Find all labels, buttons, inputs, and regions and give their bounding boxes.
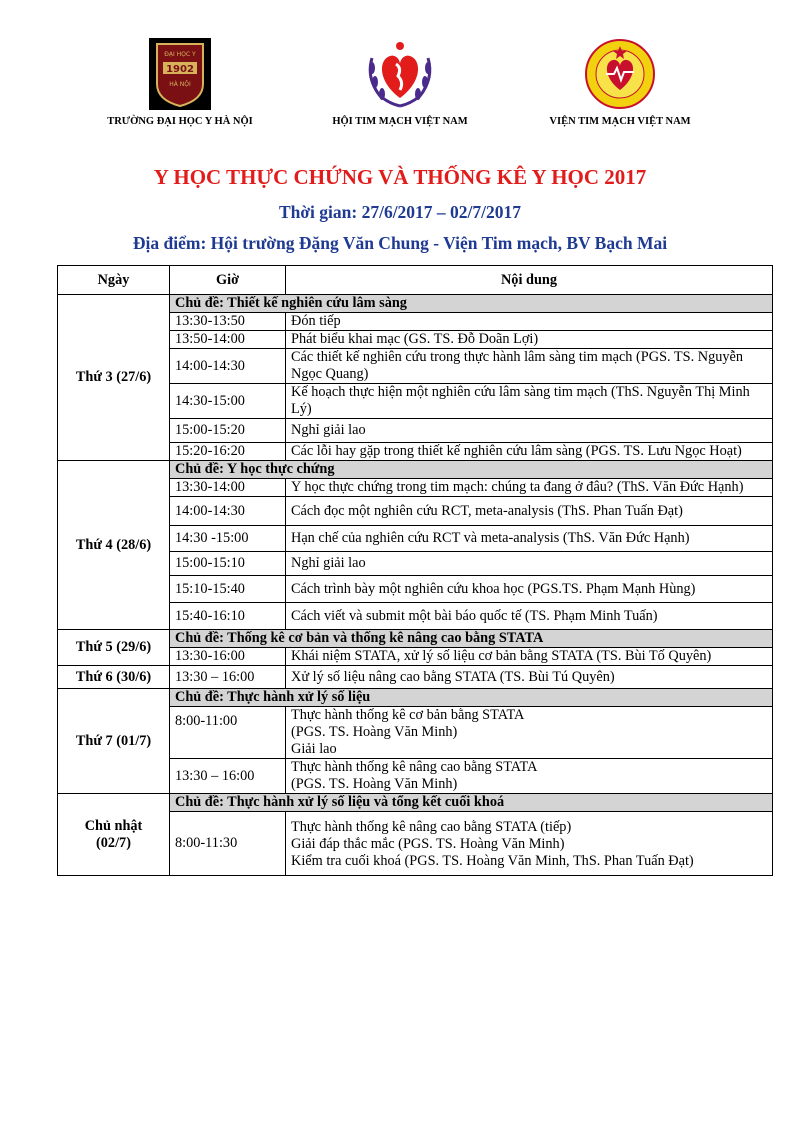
content-cell xyxy=(286,759,773,794)
day-cell: Thứ 5 (29/6) xyxy=(58,630,170,666)
time-cell: 13:30 – 16:00 xyxy=(170,666,286,689)
content-line: Giải đáp thắc mắc (PGS. TS. Hoàng Văn Minh) xyxy=(291,836,565,852)
time-cell: 13:30-16:00 xyxy=(170,648,286,666)
time-cell: 15:10-15:40 xyxy=(170,576,286,603)
table-row xyxy=(58,666,773,689)
page-title: Y HỌC THỰC CHỨNG VÀ THỐNG KÊ Y HỌC 2017 xyxy=(153,165,647,189)
day-cell: Thứ 7 (01/7) xyxy=(58,689,170,794)
topic-cell: Chủ đề: Thực hành xử lý số liệu và tổng kết cuối khoá xyxy=(170,794,773,812)
table-row xyxy=(58,689,773,707)
table-row xyxy=(58,630,773,648)
content-line: Thực hành thống kê cơ bản bằng STATA xyxy=(291,707,525,723)
time-cell: 8:00-11:00 xyxy=(170,707,286,759)
event-time: Thời gian: 27/6/2017 – 02/7/2017 xyxy=(278,202,522,222)
time-cell: 15:00-15:10 xyxy=(170,552,286,576)
emblem-year: 1902 xyxy=(166,64,194,75)
time-cell: 14:00-14:30 xyxy=(170,497,286,526)
table-header-row xyxy=(58,266,773,295)
schedule-table xyxy=(57,265,773,876)
content-cell: Nghỉ giải lao xyxy=(286,552,773,576)
time-cell: 13:30-14:00 xyxy=(170,479,286,497)
content-cell: Y học thực chứng trong tim mạch: chúng ta đang ở đâu? (ThS. Văn Đức Hạnh) xyxy=(286,479,773,497)
time-cell: 14:30-15:00 xyxy=(170,384,286,419)
hmu-caption: TRƯỜNG ĐẠI HỌC Y HÀ NỘI xyxy=(107,116,253,127)
event-place: Địa điểm: Hội trường Đặng Văn Chung - Viện Tim mạch, BV Bạch Mai xyxy=(132,233,668,253)
content-cell: Khái niệm STATA, xử lý số liệu cơ bản bằng STATA (TS. Bùi Tố Quyên) xyxy=(286,648,773,666)
topic-cell: Chủ đề: Y học thực chứng xyxy=(170,461,773,479)
topic-cell: Chủ đề: Thống kê cơ bản và thống kê nâng cao bằng STATA xyxy=(170,630,773,648)
day-cell: Thứ 3 (27/6) xyxy=(58,295,170,461)
time-cell: 14:00-14:30 xyxy=(170,349,286,384)
time-cell: 13:30 – 16:00 xyxy=(170,759,286,794)
content-cell: Hạn chế của nghiên cứu RCT và meta-analysis (ThS. Văn Đức Hạnh) xyxy=(286,526,773,552)
header-content: Nội dung xyxy=(286,266,773,295)
hanoi-medical-university-logo xyxy=(80,38,280,127)
content-cell: Cách đọc một nghiên cứu RCT, meta-analysis (ThS. Phan Tuấn Đạt) xyxy=(286,497,773,526)
vha-caption: HỘI TIM MẠCH VIỆT NAM xyxy=(332,116,468,127)
day-line: Chủ nhật xyxy=(84,817,143,834)
content-line: (PGS. TS. Hoàng Văn Minh) xyxy=(291,724,458,740)
vietnam-heart-association-logo xyxy=(300,38,500,127)
content-line: Thực hành thống kê nâng cao bằng STATA (tiếp) xyxy=(291,819,572,835)
day-cell: Thứ 6 (30/6) xyxy=(58,666,170,689)
content-line: Giải lao xyxy=(291,741,337,757)
content-cell xyxy=(286,812,773,876)
content-cell: Các lỗi hay gặp trong thiết kế nghiên cứu lâm sàng (PGS. TS. Lưu Ngọc Hoạt) xyxy=(286,443,773,461)
time-cell: 8:00-11:30 xyxy=(170,812,286,876)
table-row xyxy=(58,461,773,479)
table-row xyxy=(58,794,773,812)
header-time: Giờ xyxy=(170,266,286,295)
emblem-bottom-text: HÀ NỘI xyxy=(169,81,191,88)
content-cell: Cách trình bày một nghiên cứu khoa học (PGS.TS. Phạm Mạnh Hùng) xyxy=(286,576,773,603)
content-cell: Nghỉ giải lao xyxy=(286,419,773,443)
hmu-emblem-icon xyxy=(149,38,211,110)
heart-laurel-icon xyxy=(362,38,438,110)
vietnam-heart-institute-logo xyxy=(520,38,720,127)
logo-bar xyxy=(0,38,800,133)
content-line: (PGS. TS. Hoàng Văn Minh) xyxy=(291,776,458,792)
content-cell xyxy=(286,707,773,759)
content-cell: Kế hoạch thực hiện một nghiên cứu lâm sàng tim mạch (ThS. Nguyễn Thị Minh Lý) xyxy=(286,384,773,419)
vhi-caption: VIỆN TIM MẠCH VIỆT NAM xyxy=(549,116,691,127)
topic-cell: Chủ đề: Thiết kế nghiên cứu lâm sàng xyxy=(170,295,773,313)
day-cell xyxy=(58,794,170,876)
day-line: (02/7) xyxy=(96,834,131,851)
time-cell: 15:20-16:20 xyxy=(170,443,286,461)
table-row xyxy=(58,295,773,313)
content-cell: Đón tiếp xyxy=(286,313,773,331)
time-cell: 13:30-13:50 xyxy=(170,313,286,331)
header-day: Ngày xyxy=(58,266,170,295)
content-line: Thực hành thống kê nâng cao bằng STATA xyxy=(291,759,538,775)
content-line: Kiểm tra cuối khoá (PGS. TS. Hoàng Văn Minh, ThS. Phan Tuấn Đạt) xyxy=(291,853,694,869)
time-cell: 14:30 -15:00 xyxy=(170,526,286,552)
emblem-top-text: ĐẠI HỌC Y xyxy=(164,51,196,58)
day-cell: Thứ 4 (28/6) xyxy=(58,461,170,630)
content-cell: Các thiết kế nghiên cứu trong thực hành lâm sàng tim mạch (PGS. TS. Nguyễn Ngọc Quang) xyxy=(286,349,773,384)
topic-cell: Chủ đề: Thực hành xử lý số liệu xyxy=(170,689,773,707)
time-cell: 15:00-15:20 xyxy=(170,419,286,443)
content-cell: Xử lý số liệu nâng cao bằng STATA (TS. Bùi Tú Quyên) xyxy=(286,666,773,689)
time-cell: 15:40-16:10 xyxy=(170,603,286,630)
heart-institute-seal-icon xyxy=(584,38,656,110)
time-cell: 13:50-14:00 xyxy=(170,331,286,349)
content-cell: Phát biểu khai mạc (GS. TS. Đỗ Doãn Lợi) xyxy=(286,331,773,349)
content-cell: Cách viết và submit một bài báo quốc tế (TS. Phạm Minh Tuấn) xyxy=(286,603,773,630)
